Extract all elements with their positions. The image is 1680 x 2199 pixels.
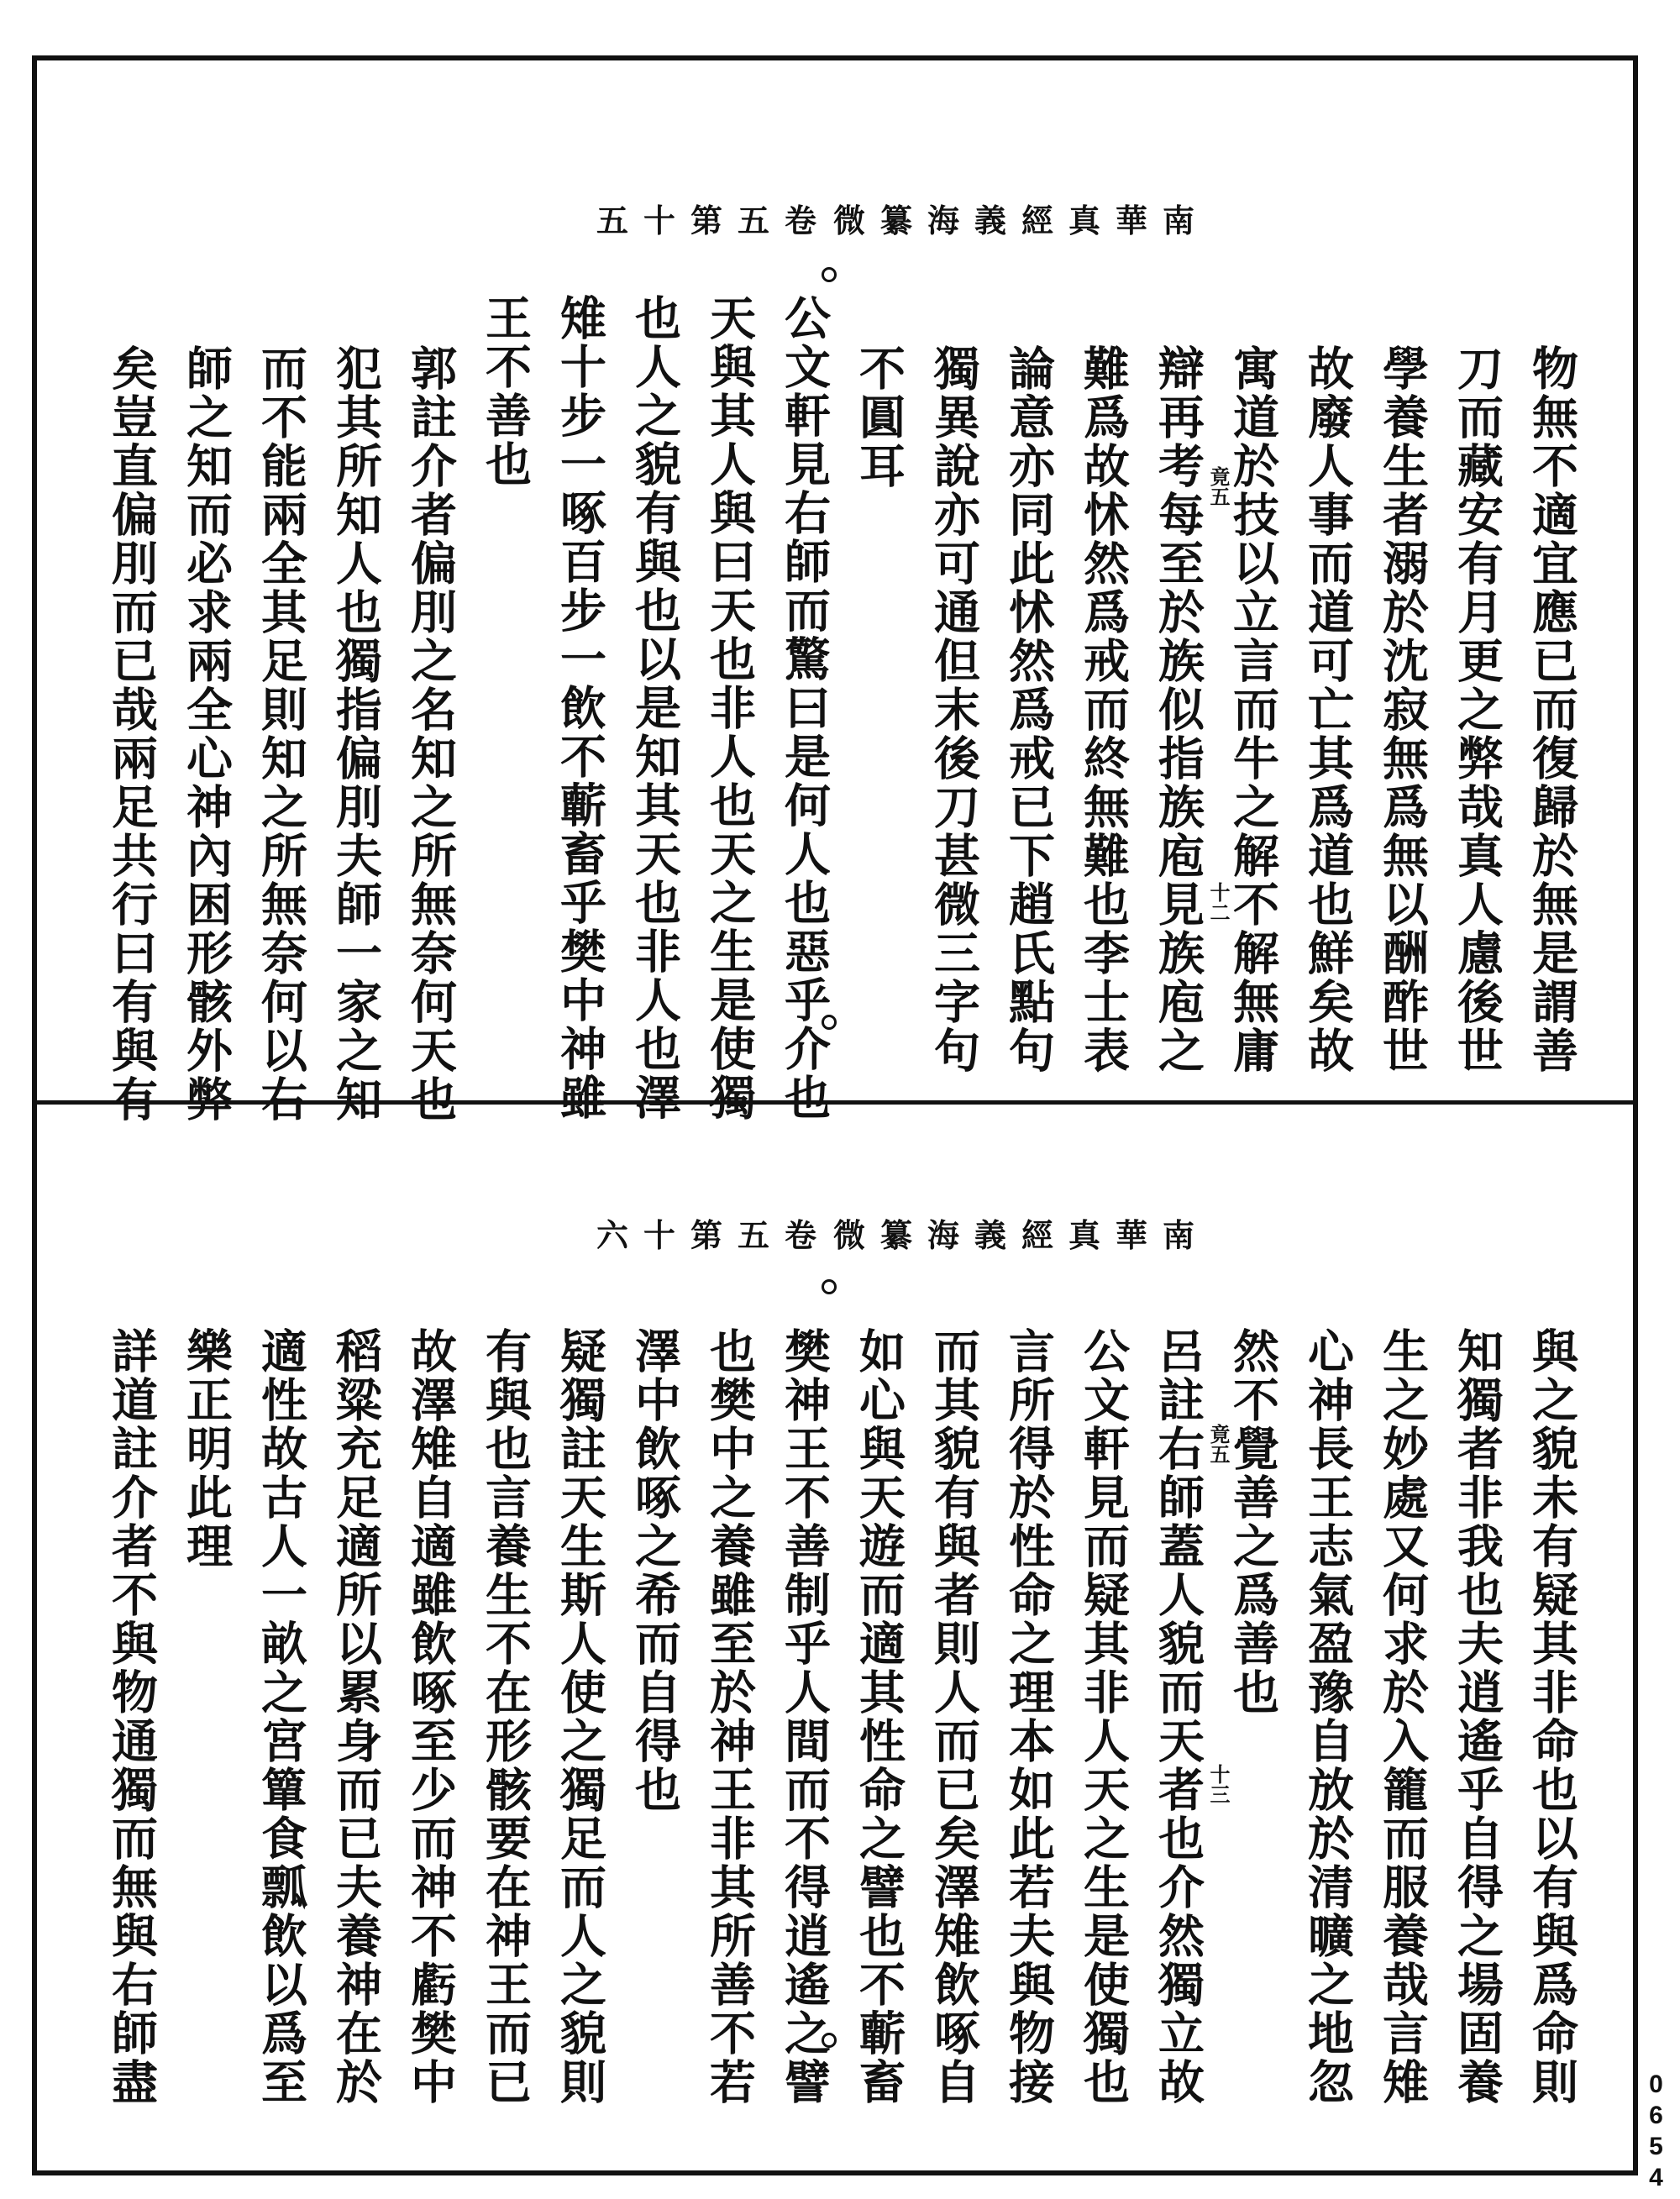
bottom-column: 樊神王不善制乎人間而不得逍遙之譬: [777, 1327, 832, 2107]
bottom-column: 澤中飲啄之希而自得也: [627, 1327, 682, 1814]
top-column: 而不能兩全其足則知之所無奈何以右: [254, 344, 308, 1124]
top-column: 雉十步一啄百步一飲不蘄畜乎樊中神雖: [553, 294, 607, 1122]
bottom-column: 而其貌有與者則人而已矣澤雉飲啄自: [927, 1327, 981, 2107]
bottom-column: 呂註右師蓋人貌而天者也介然獨立故: [1151, 1327, 1205, 2107]
paragraph-marker-icon: [822, 267, 837, 282]
bottom-book-title: 南華真經義海纂微: [832, 1216, 1210, 1254]
top-marginal-note: 竟五: [1206, 466, 1231, 506]
paragraph-marker-icon: [822, 2033, 837, 2048]
bottom-column: 生之妙處又何求於入籠而服養哉言雉: [1375, 1327, 1430, 2107]
bottom-column: 與之貌未有疑其非命也以有與爲命則: [1525, 1327, 1579, 2107]
top-column: 郭註介者偏刖之名知之所無奈何天也: [403, 344, 458, 1124]
bottom-volume-label: 卷五第十六: [596, 1216, 832, 1254]
bottom-column: 知獨者非我也夫逍遙乎自得之場固養: [1450, 1327, 1504, 2107]
bottom-marginal-note: 十三: [1206, 1764, 1231, 1804]
bottom-column: 稻粱充足適所以累身而已夫養神在於: [328, 1327, 383, 2107]
top-header: [596, 195, 1210, 237]
bottom-column: 故澤雉自適雖飲啄至少而神不虧樊中: [403, 1327, 458, 2107]
top-column: 師之知而必求兩全心神內困形骸外弊: [179, 344, 234, 1124]
bottom-column: 心神長王志氣盈豫自放於清曠之地忽: [1300, 1327, 1355, 2107]
bottom-column: 公文軒見而疑其非人天之生是使獨也: [1076, 1327, 1131, 2107]
bottom-column: 如心與天遊而適其性命之譬也不蘄畜: [852, 1327, 906, 2107]
top-column: 公文軒見右師而驚曰是何人也惡乎介也: [777, 294, 832, 1122]
bottom-column: 有與也言養生不在形骸要在神王而已: [478, 1327, 533, 2107]
paragraph-marker-icon: [822, 1279, 837, 1294]
bottom-column: 樂正明此理: [179, 1327, 234, 1571]
bottom-column: 疑獨註天生斯人使之獨足而人之貌則: [553, 1327, 607, 2107]
top-column: 獨異說亦可通但末後刀甚微三字句: [927, 344, 981, 1075]
bottom-column: 也樊中之養雖至於神王非其所善不若: [702, 1327, 757, 2107]
bottom-column: 適性故古人一畝之宮簞食瓢飲以爲至: [254, 1327, 308, 2107]
top-volume-label: 卷五第十五: [596, 202, 832, 239]
bottom-column: 言所得於性命之理本如此若夫與物接: [1001, 1327, 1056, 2107]
top-column: 寓道於技以立言而牛之解不解無庸: [1226, 344, 1280, 1075]
bottom-column: 然不覺善之爲善也: [1226, 1327, 1280, 1717]
top-column: 刀而藏安有月更之弊哉真人慮後世: [1450, 344, 1504, 1075]
top-column: 犯其所知人也獨指偏刖夫師一家之知: [328, 344, 383, 1124]
top-column: 難爲故怵然爲戒而終無難也李士表: [1076, 344, 1131, 1075]
bottom-marginal-note: 竟五: [1206, 1424, 1231, 1464]
top-column: 物無不適宜應已而復歸於無是謂善: [1525, 344, 1579, 1075]
top-column: 不圓耳: [852, 344, 906, 491]
top-column: 辯再考每至於族似指族庖見族庖之: [1151, 344, 1205, 1075]
top-column: 天與其人與曰天也非人也天之生是使獨: [702, 294, 757, 1122]
top-column: 學養生者溺於沈寂無爲無以酬酢世: [1375, 344, 1430, 1075]
top-column: 矣豈直偏刖而已哉兩足共行曰有與有: [104, 344, 159, 1124]
paragraph-marker-icon: [822, 1015, 837, 1030]
top-column: 故廢人事而道可亡其爲道也鮮矣故: [1300, 344, 1355, 1075]
top-column: 王不善也: [478, 294, 533, 489]
bottom-column: 詳道註介者不與物通獨而無與右師盡: [104, 1327, 159, 2107]
top-column: 也人之貌有與也以是知其天也非人也澤: [627, 294, 682, 1122]
top-column: 論意亦同此怵然爲戒已下趙氏點句: [1001, 344, 1056, 1075]
top-marginal-note: 十二: [1206, 882, 1231, 922]
top-book-title: 南華真經義海纂微: [832, 202, 1210, 239]
bottom-header: [596, 1210, 1210, 1252]
page-number: 0654: [1642, 2070, 1670, 2195]
